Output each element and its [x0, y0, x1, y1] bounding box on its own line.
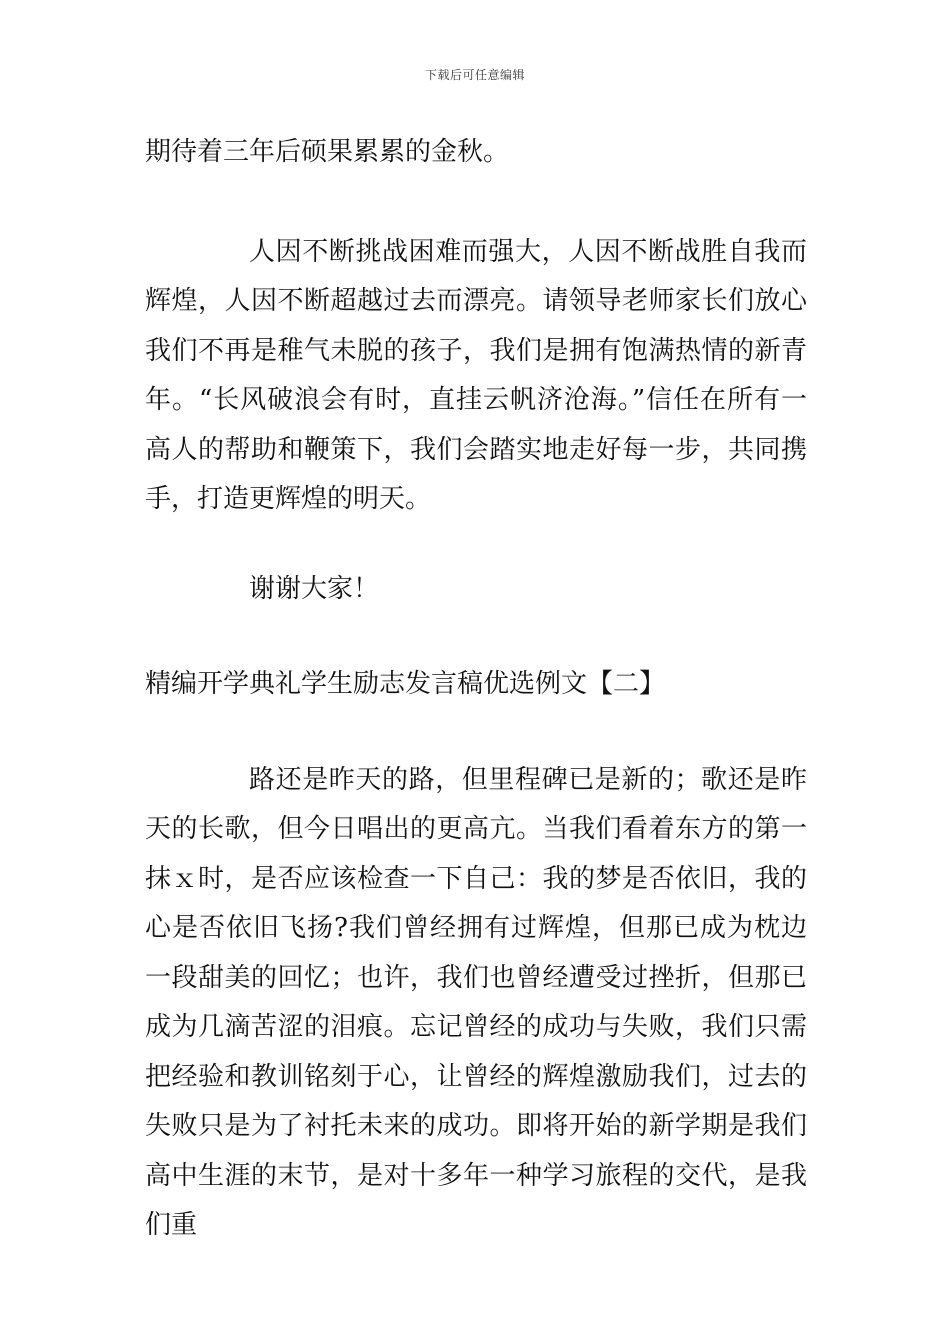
header-note: 下载后可任意编辑 [424, 68, 525, 82]
paragraph-2: 人因不断挑战困难而强大，人因不断战胜自我而辉煌，人因不断超越过去而漂亮。请领导老师家长们放心我们不再是稚气未脱的孩子，我们是拥有饱满热情的新青年。“长风破浪会有时，直挂云帆济沧海。”信任在所有一高人的帮助和鞭策下，我们会踏实地走好每一步，共同携手，打造更辉煌的明天。 [145, 236, 807, 514]
section-title: 精编开学典礼学生励志发言稿优选例文【二】 [145, 669, 666, 699]
paragraph-1: 期待着三年后硕果累累的金秋。 [145, 137, 510, 167]
document-body [145, 128, 807, 1251]
paragraph-4: 路还是昨天的路，但里程碑已是新的；歌还是昨天的长歌，但今日唱出的更高亢。当我们看着东方的第一抹ｘ时，是否应该检查一下自己：我的梦是否依旧，我的心是否依旧飞扬?我们曾经拥有过辉煌，但那已成为枕边一段甜美的回忆；也许，我们也曾经遭受过挫折，但那已成为几滴苦涩的泪痕。忘记曾经的成功与失败，我们只需把经验和教训铭刻于心，让曾经的辉煌激励我们，过去的失败只是为了衬托未来的成功。即将开始的新学期是我们高中生涯的末节，是对十多年一种学习旅程的交代，是我们重 [145, 764, 807, 1240]
paragraph-thanks: 谢谢大家！ [249, 573, 380, 604]
